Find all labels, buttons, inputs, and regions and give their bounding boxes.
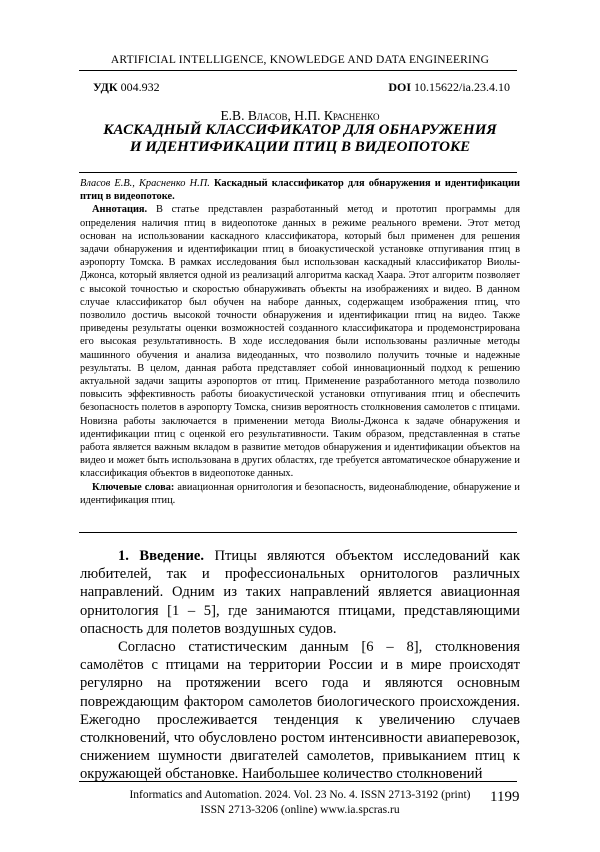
header-rule	[79, 70, 517, 71]
doi-value: 10.15622/ia.23.4.10	[414, 80, 510, 94]
udk-code	[93, 80, 160, 95]
abstract-bottom-rule	[79, 532, 517, 533]
title-line-2: И ИДЕНТИФИКАЦИИ ПТИЦ В ВИДЕОПОТОКЕ	[129, 139, 471, 155]
footer-line-2: ISSN 2713-3206 (online) www.ia.spcras.ru	[200, 804, 400, 816]
abstract	[80, 203, 520, 480]
abstract-label: Аннотация.	[92, 204, 148, 216]
intro-heading: 1. Введение.	[118, 548, 205, 564]
citation-title: Каскадный классификатор для обнаружения и идентификации птиц в видеопотоке.	[80, 178, 520, 203]
udk-label: УДК	[93, 80, 118, 94]
page-number: 1199	[490, 789, 520, 805]
title-line-1: КАСКАДНЫЙ КЛАССИФИКАТОР ДЛЯ ОБНАРУЖЕНИЯ	[103, 122, 497, 138]
article-authors: Е.В. Власов, Н.П. Красненко	[220, 108, 380, 123]
article-title	[0, 122, 600, 156]
abstract-block	[80, 177, 520, 507]
doi-label: DOI	[388, 80, 411, 94]
citation-authors: Власов Е.В., Красненко Н.П.	[80, 178, 210, 189]
udk-value: 004.932	[120, 80, 160, 94]
body-paragraph-2: Согласно статистическим данным [6 – 8], столкновения самолётов с птицами на территории России и в мире происходят регулярно на протяжении всего года и являются основным повреждающим фактором самолетов биологического происхождения. Ежегодно прослеживается тенденция к увеличению случаев столкновений, что обусловлено ростом интенсивности авиаперевозок, снижением шумности двигателей самолетов, привыканием птиц к окружающей обстановке. Наибольшее количество столкновений	[80, 639, 520, 783]
abstract-top-rule	[79, 172, 517, 173]
abstract-text: В статье представлен разработанный метод и прототип программы для определения наличия птиц в видеопотоке данных в режиме реального времени. Этот метод основан на использовании каскадного классификатора, который был применен для решения задачи обнаружения и идентификации птиц в биоакустической установке отпугивания птиц в аэропорту Томска. В рамках исследования был использован каскадный классификатор Виолы-Джонса, который является одной из реализаций алгоритма каскад Хаара. Этот алгоритм позволяет с высокой точностью и скоростью обнаруживать объекты на изображениях и видео. В данном случае классификатор был обучен на наборе данных, содержащем изображения птиц, что позволило достичь высокой точности обнаружения и идентификации птиц на видео. Также приведены результаты оценки возможностей созданного классификатора и продемонстрирована его высокая результативность. В ходе исследования были использованы различные методы машинного обучения и анализа видеоданных, что позволило получить точные и надежные результаты. В целом, данная работа представляет собой инновационный подход к решению актуальной задачи защиты аэропортов от птиц. Применение разработанного метода позволило повысить эффективность работы биоакустической установки отпугивания птиц и обеспечить безопасность полетов в аэропорту Томска, снизив вероятность столкновения самолетов с птицами. Новизна работы заключается в применении метода Виолы-Джонса к задаче обнаружения и идентификации птиц с оценкой его результативности. Таким образом, представленная в статье работа является важным вкладом в развитие методов обнаружения и идентификации объектов на видео и может быть использована в других областях, где требуется автоматическое обнаружение и классификация объектов в видеопотоке данных.	[80, 204, 520, 480]
keywords	[80, 481, 520, 507]
body-text	[80, 547, 520, 784]
footer-line-1: Informatics and Automation. 2024. Vol. 23 No. 4. ISSN 2713-3192 (print)	[129, 789, 471, 801]
keywords-text: авиационная орнитология и безопасность, видеонаблюдение, обнаружение и идентификация птиц.	[80, 481, 520, 506]
intro-text: Птицы являются объектом исследований как любителей, так и профессиональных орнитологов различных направлений. Одним из таких направлений является авиационная орнитология [1 – 5], где занимаются птицами, представляющими опасность для полетов воздушных судов.	[80, 548, 520, 637]
keywords-label: Ключевые слова:	[92, 481, 175, 493]
journal-header: ARTIFICIAL INTELLIGENCE, KNOWLEDGE AND DATA ENGINEERING	[110, 54, 490, 66]
citation	[80, 177, 520, 203]
intro-paragraph	[80, 547, 520, 638]
footer-rule	[79, 781, 517, 782]
doi-code	[388, 80, 510, 95]
